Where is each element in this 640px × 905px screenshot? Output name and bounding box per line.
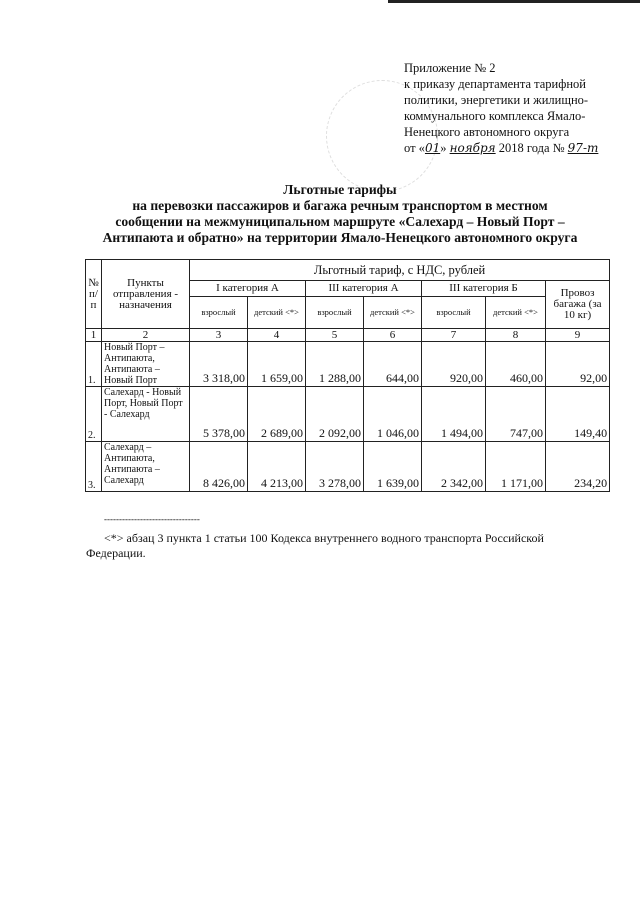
title-line: Антипаюта и обратно» на территории Ямало-Ненецкого автономного округа [102,230,578,245]
cell-value: 1 494,00 [422,387,486,442]
column-number-row [86,329,610,342]
annex-line: Приложение № 2 [404,61,496,75]
tariff-table [85,259,610,492]
cell-value: 8 426,00 [190,442,248,492]
header-tariff: Льготный тариф, с НДС, рублей [190,260,610,281]
header-cat1a: I категория А [190,281,306,297]
cell-value: 1 171,00 [486,442,546,492]
date-month: ноября [449,141,496,155]
column-number: 6 [364,329,422,342]
cell-value: 2 092,00 [306,387,364,442]
annex-header [404,60,598,156]
header-child: детский <*> [248,297,306,329]
column-number: 1 [86,329,102,342]
annex-line: к приказу департамента тарифной [404,77,586,91]
cell-value: 3 278,00 [306,442,364,492]
cell-value: 1 046,00 [364,387,422,442]
table-row [86,342,610,387]
header-child: детский <*> [486,297,546,329]
column-number: 5 [306,329,364,342]
footnote-text: <*> абзац 3 пункта 1 статьи 100 Кодекса внутреннего водного транспорта Российской [104,531,544,545]
column-number: 7 [422,329,486,342]
date-prefix: от « [404,141,425,155]
footnote-text-continued: Федерации. [86,546,146,560]
annex-date-line [404,140,598,156]
column-number: 2 [102,329,190,342]
title-line: Льготные тарифы [283,182,397,197]
cell-value: 5 378,00 [190,387,248,442]
cell-value: 2 342,00 [422,442,486,492]
title-line: на перевозки пассажиров и багажа речным транспортом в местном [132,198,548,213]
column-number: 4 [248,329,306,342]
cell-value: 747,00 [486,387,546,442]
cell-value: 920,00 [422,342,486,387]
document-title [60,182,620,246]
row-index: 1. [86,342,102,387]
header-num: № п/п [86,260,102,329]
date-year: 2018 года № [498,141,565,155]
cell-value: 149,40 [546,387,610,442]
cell-value: 92,00 [546,342,610,387]
table-row [86,442,610,492]
header-adult: взрослый [306,297,364,329]
row-index: 2. [86,387,102,442]
column-number: 8 [486,329,546,342]
annex-line: политики, энергетики и жилищно- [404,93,589,107]
date-day: 01 [424,141,441,155]
cell-value: 460,00 [486,342,546,387]
header-adult: взрослый [190,297,248,329]
cell-value: 4 213,00 [248,442,306,492]
cell-value: 1 639,00 [364,442,422,492]
row-points: Салехард – Антипаюта, Антипаюта – Салехард [102,442,190,492]
row-index: 3. [86,442,102,492]
cell-value: 3 318,00 [190,342,248,387]
title-line: сообщении на межмуниципальном маршруте «Салехард – Новый Порт – [115,214,565,229]
row-points: Новый Порт – Антипаюта, Антипаюта – Новый Порт [102,342,190,387]
header-cat3a: III категория А [306,281,422,297]
cell-value: 234,20 [546,442,610,492]
header-adult: взрослый [422,297,486,329]
cell-value: 2 689,00 [248,387,306,442]
cell-value: 644,00 [364,342,422,387]
row-points: Салехард - Новый Порт, Новый Порт - Салехард [102,387,190,442]
top-rule [388,0,640,3]
cell-value: 1 288,00 [306,342,364,387]
date-mid: » [440,141,447,155]
annex-line: коммунального комплекса Ямало- [404,109,586,123]
header-points: Пункты отправления - назначения [102,260,190,329]
column-number: 9 [546,329,610,342]
cell-value: 1 659,00 [248,342,306,387]
annex-line: Ненецкого автономного округа [404,125,570,139]
header-child: детский <*> [364,297,422,329]
header-cat3b: III категория Б [422,281,546,297]
table-row [86,387,610,442]
footnote-separator: -------------------------------- [104,514,200,524]
column-number: 3 [190,329,248,342]
header-baggage: Провоз багажа (за 10 кг) [546,281,610,329]
order-number: 97-т [567,141,599,155]
